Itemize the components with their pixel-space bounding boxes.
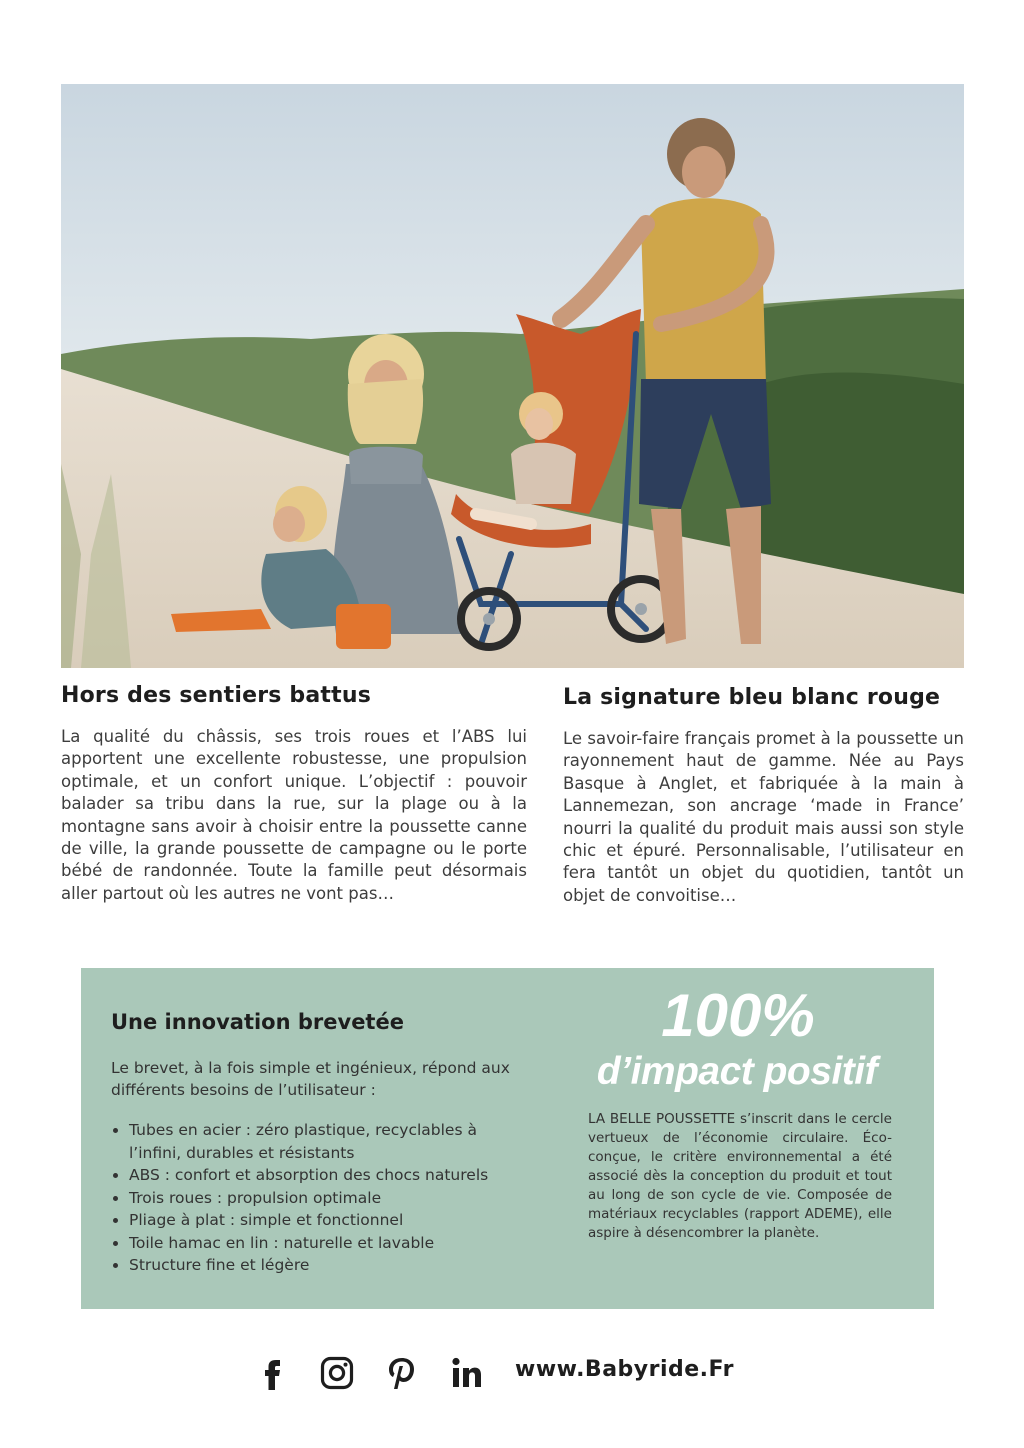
hero-photo [61, 84, 964, 668]
linkedin-icon[interactable] [450, 1356, 484, 1390]
family-stroller-dune-illustration [61, 84, 964, 668]
footer [0, 1350, 1024, 1396]
impact-section [588, 984, 892, 1243]
right-article-title: La signature bleu blanc rouge [563, 685, 941, 710]
list-item: • Tubes en acier : zéro plastique, recyclables à l’infini, durables et résistants [129, 1119, 527, 1164]
innovation-box [81, 968, 934, 1309]
innovation-list [111, 1119, 527, 1277]
pinterest-icon[interactable] [385, 1356, 419, 1390]
innovation-title: Une innovation brevetée [111, 1010, 404, 1034]
innovation-section [111, 1010, 527, 1277]
right-article-body: Le savoir-faire français promet à la poussette un rayonnement haut de gamme. Née au Pays Basque à Anglet, et fabriquée à la main à Lannemezan, son ancrage ‘made in France’ nourri la qualité du produit mais aussi son style chic et épuré. Personnalisable, l’utilisateur en fera tantôt un objet du quotidien, tantôt un objet de convoitise… [563, 729, 964, 905]
instagram-icon[interactable] [320, 1356, 354, 1390]
right-article [563, 685, 964, 907]
list-item: • Structure fine et légère [129, 1254, 527, 1277]
impact-subheadline: d’impact positif [596, 1050, 878, 1093]
list-item: • Toile hamac en lin : naturelle et lavable [129, 1232, 527, 1255]
website-link[interactable]: www.Babyride.Fr [515, 1357, 735, 1382]
left-article-body: La qualité du châssis, ses trois roues et l’ABS lui apportent une excellente robustesse, une propulsion optimale, et un confort unique. L’objectif : pouvoir balader sa tribu dans la rue, sur la plage ou à la montagne sans avoir à choisir entre la poussette canne de ville, la grande poussette de campagne ou le porte bébé de randonnée. Toute la famille peut désormais aller partout où les autres ne vont pas… [61, 727, 527, 903]
innovation-intro: Le brevet, à la fois simple et ingénieux, répond aux différents besoins de l’utilisateur : [111, 1059, 510, 1099]
impact-headline: 100% [661, 982, 815, 1049]
facebook-icon[interactable] [256, 1356, 290, 1390]
left-article [61, 683, 527, 905]
list-item: • Pliage à plat : simple et fonctionnel [129, 1209, 527, 1232]
impact-body: LA BELLE POUSSETTE s’inscrit dans le cercle vertueux de l’économie circulaire. Éco-conçue, le critère environnemental a été associé dès la conception du produit et tout au long de son cycle de vie. Composée de matériaux recyclables (rapport ADEME), elle aspire à désencombrer la planète. [588, 1111, 892, 1241]
left-article-title: Hors des sentiers battus [61, 683, 371, 708]
list-item: • Trois roues : propulsion optimale [129, 1187, 527, 1210]
list-item: • ABS : confort et absorption des chocs naturels [129, 1164, 527, 1187]
